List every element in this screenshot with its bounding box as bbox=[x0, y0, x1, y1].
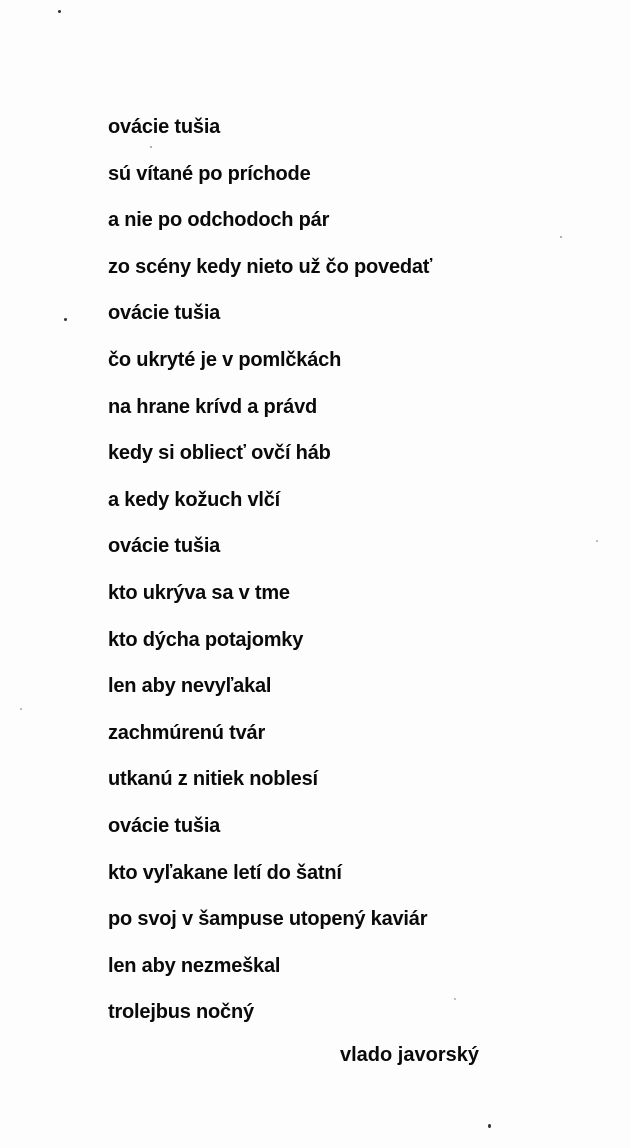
poem-line: ovácie tušia bbox=[108, 116, 221, 138]
poem-line: trolejbus nočný bbox=[108, 1001, 254, 1024]
scan-speck bbox=[596, 540, 598, 542]
poem-body bbox=[108, 110, 432, 1042]
poem-line: a nie po odchodoch pár bbox=[108, 209, 330, 232]
poem-line: a kedy kožuch vlčí bbox=[108, 488, 281, 511]
poem-line: len aby nevyľakal bbox=[108, 675, 272, 698]
scan-speck bbox=[150, 146, 152, 148]
poem-line: zo scény kedy nieto už čo povedať bbox=[108, 255, 433, 278]
scan-speck bbox=[58, 10, 61, 13]
scan-speck bbox=[20, 708, 22, 710]
poem-line: ovácie tušia bbox=[108, 535, 221, 558]
scan-speck bbox=[488, 1124, 491, 1128]
scan-speck bbox=[454, 998, 456, 1000]
poem-line: utkanú z nitiek noblesí bbox=[108, 768, 318, 791]
scan-speck bbox=[560, 236, 562, 238]
poem-line: ovácie tušia bbox=[108, 814, 221, 837]
poem-line: ovácie tušia bbox=[108, 302, 221, 325]
author-signature: vlado javorský bbox=[340, 1044, 479, 1066]
poem-line: na hrane krívd a právd bbox=[108, 395, 318, 418]
scan-speck bbox=[64, 318, 67, 321]
poem-line: po svoj v šampuse utopený kaviár bbox=[108, 908, 428, 931]
poem-line: kedy si obliecť ovčí háb bbox=[108, 442, 331, 465]
poem-line: zachmúrenú tvár bbox=[108, 721, 266, 744]
poem-line: sú vítané po príchode bbox=[108, 162, 311, 185]
poem-line: len aby nezmeškal bbox=[108, 954, 281, 977]
poem-line: kto ukrýva sa v tme bbox=[108, 581, 290, 604]
poem-line: kto dýcha potajomky bbox=[108, 628, 304, 651]
poem-line: kto vyľakane letí do šatní bbox=[108, 861, 342, 884]
poem-line: čo ukryté je v pomlčkách bbox=[108, 348, 342, 371]
